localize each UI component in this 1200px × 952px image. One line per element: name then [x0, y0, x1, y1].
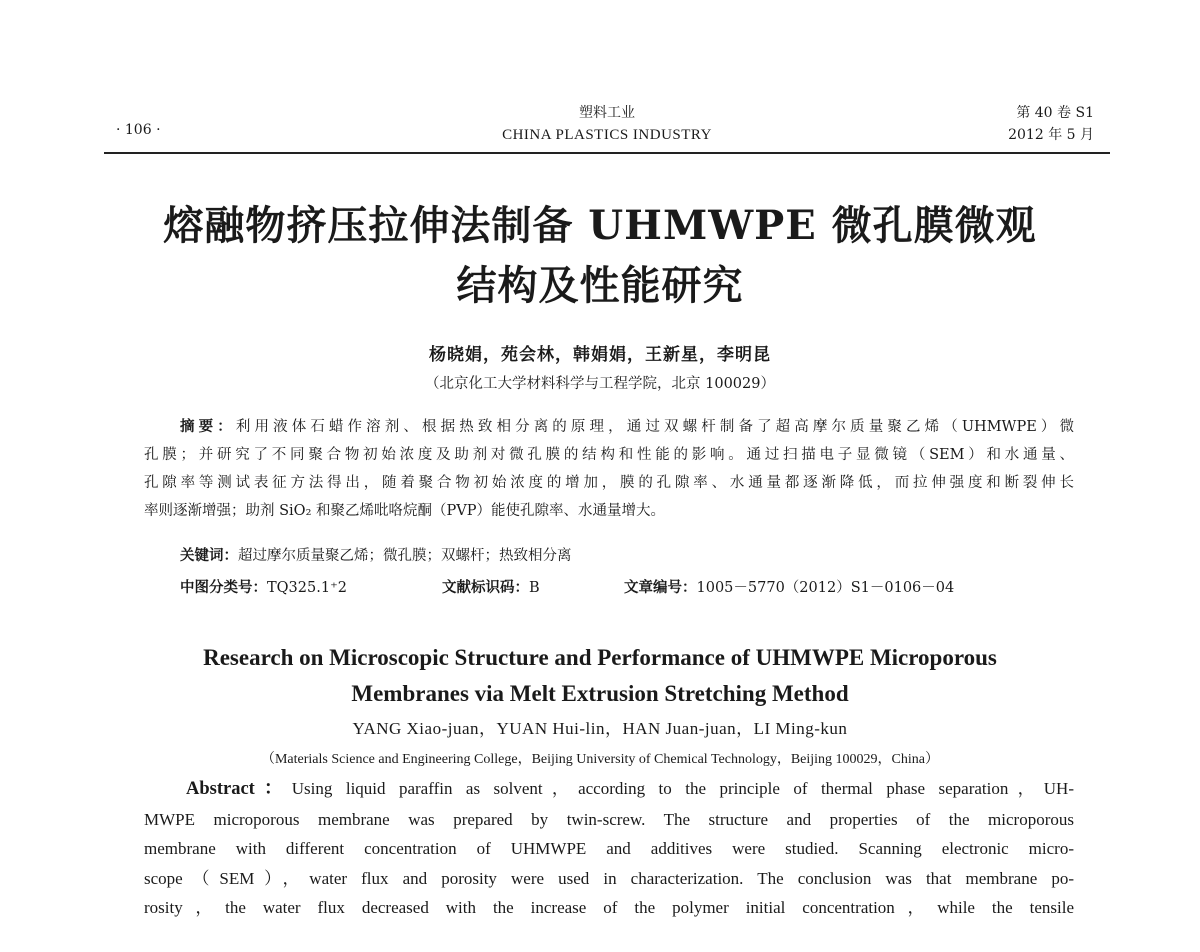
paper-title — [0, 196, 1200, 316]
issue-info — [1008, 102, 1094, 146]
title-line-2: 结构及性能研究 — [456, 262, 744, 309]
english-affiliation: （Materials Science and Engineering College，Beijing University of Chemical Technology，Beijing 100029，China） — [260, 752, 939, 767]
abstract-cn-label: 摘要： — [180, 419, 236, 435]
journal-name-en: CHINA PLASTICS INDUSTRY — [502, 127, 712, 143]
english-abstract — [144, 774, 1074, 923]
issue-date: 2012 年 5 月 — [1008, 127, 1094, 143]
clc-number — [180, 576, 442, 597]
doc-code-value: B — [529, 580, 540, 596]
english-abstract-label: Abstract： — [186, 779, 292, 799]
article-label: 文章编号： — [624, 580, 697, 596]
keywords-label: 关键词： — [180, 548, 238, 564]
english-abstract-line — [144, 774, 1074, 805]
english-title — [0, 640, 1200, 712]
clc-value: TQ325.1⁺2 — [267, 580, 347, 596]
document-code — [442, 576, 624, 597]
volume-label: 第 40 卷 S1 — [1016, 105, 1094, 121]
classification-row — [180, 576, 1080, 597]
abstract-cn-line — [144, 413, 1074, 441]
doc-code-label: 文献标识码： — [442, 580, 529, 596]
authors-cn: 杨晓娟，苑会林，韩娟娟，王新星，李明昆 — [429, 345, 771, 365]
abstract-cn-line: 孔隙率等测试表征方法得出，随着聚合物初始浓度的增加，膜的孔隙率、水通量都逐渐降低，而拉伸强度和断裂伸长 — [144, 475, 1074, 491]
english-abstract-line: MWPE microporous membrane was prepared by twin-screw. The structure and properties of the microporous — [144, 809, 1074, 829]
journal-name-cn: 塑料工业 — [579, 105, 635, 121]
keywords-text: 超过摩尔质量聚乙烯；微孔膜；双螺杆；热致相分离 — [238, 548, 572, 564]
title-line-1: 熔融物挤压拉伸法制备 UHMWPE 微孔膜微观 — [163, 202, 1037, 249]
english-abstract-line: scope（SEM），water flux and porosity were used in characterization. The conclusion was that membrane po- — [144, 868, 1074, 888]
abstract-cn-line: 率则逐渐增强；助剂 SiO₂ 和聚乙烯吡咯烷酮（PVP）能使孔隙率、水通量增大。 — [144, 503, 665, 519]
keywords-cn — [180, 544, 572, 565]
english-abstract-line: rosity，the water flux decreased with the increase of the polymer initial concentration，while the tensile — [144, 898, 1074, 917]
english-title-line-1: Research on Microscopic Structure and Performance of UHMWPE Microporous — [203, 645, 997, 670]
english-abstract-line: membrane with different concentration of UHMWPE and additives were studied. Scanning electronic micro- — [144, 839, 1074, 858]
affiliation-cn: （北京化工大学材料科学与工程学院，北京 100029） — [425, 376, 775, 392]
page-number: · 106 · — [116, 122, 161, 138]
english-abstract-text: Using liquid paraffin as solvent，according to the principle of thermal phase separation，UH- — [291, 779, 1074, 798]
english-title-line-2: Membranes via Melt Extrusion Stretching Method — [351, 681, 849, 706]
abstract-cn-text: 利用液体石蜡作溶剂、根据热致相分离的原理，通过双螺杆制备了超高摩尔质量聚乙烯（UHMWPE）微 — [235, 419, 1075, 435]
article-number — [624, 576, 954, 597]
running-header — [104, 100, 1110, 154]
article-value: 1005－5770（2012）S1－0106－04 — [696, 580, 955, 596]
abstract-cn — [144, 413, 1074, 525]
abstract-cn-line: 孔膜；并研究了不同聚合物初始浓度及助剂对微孔膜的结构和性能的影响。通过扫描电子显微镜（SEM）和水通量、 — [144, 447, 1074, 463]
journal-name — [104, 102, 1110, 146]
english-authors: YANG Xiao-juan，YUAN Hui-lin，HAN Juan-juan，LI Ming-kun — [352, 719, 848, 738]
clc-label: 中图分类号： — [180, 580, 267, 596]
